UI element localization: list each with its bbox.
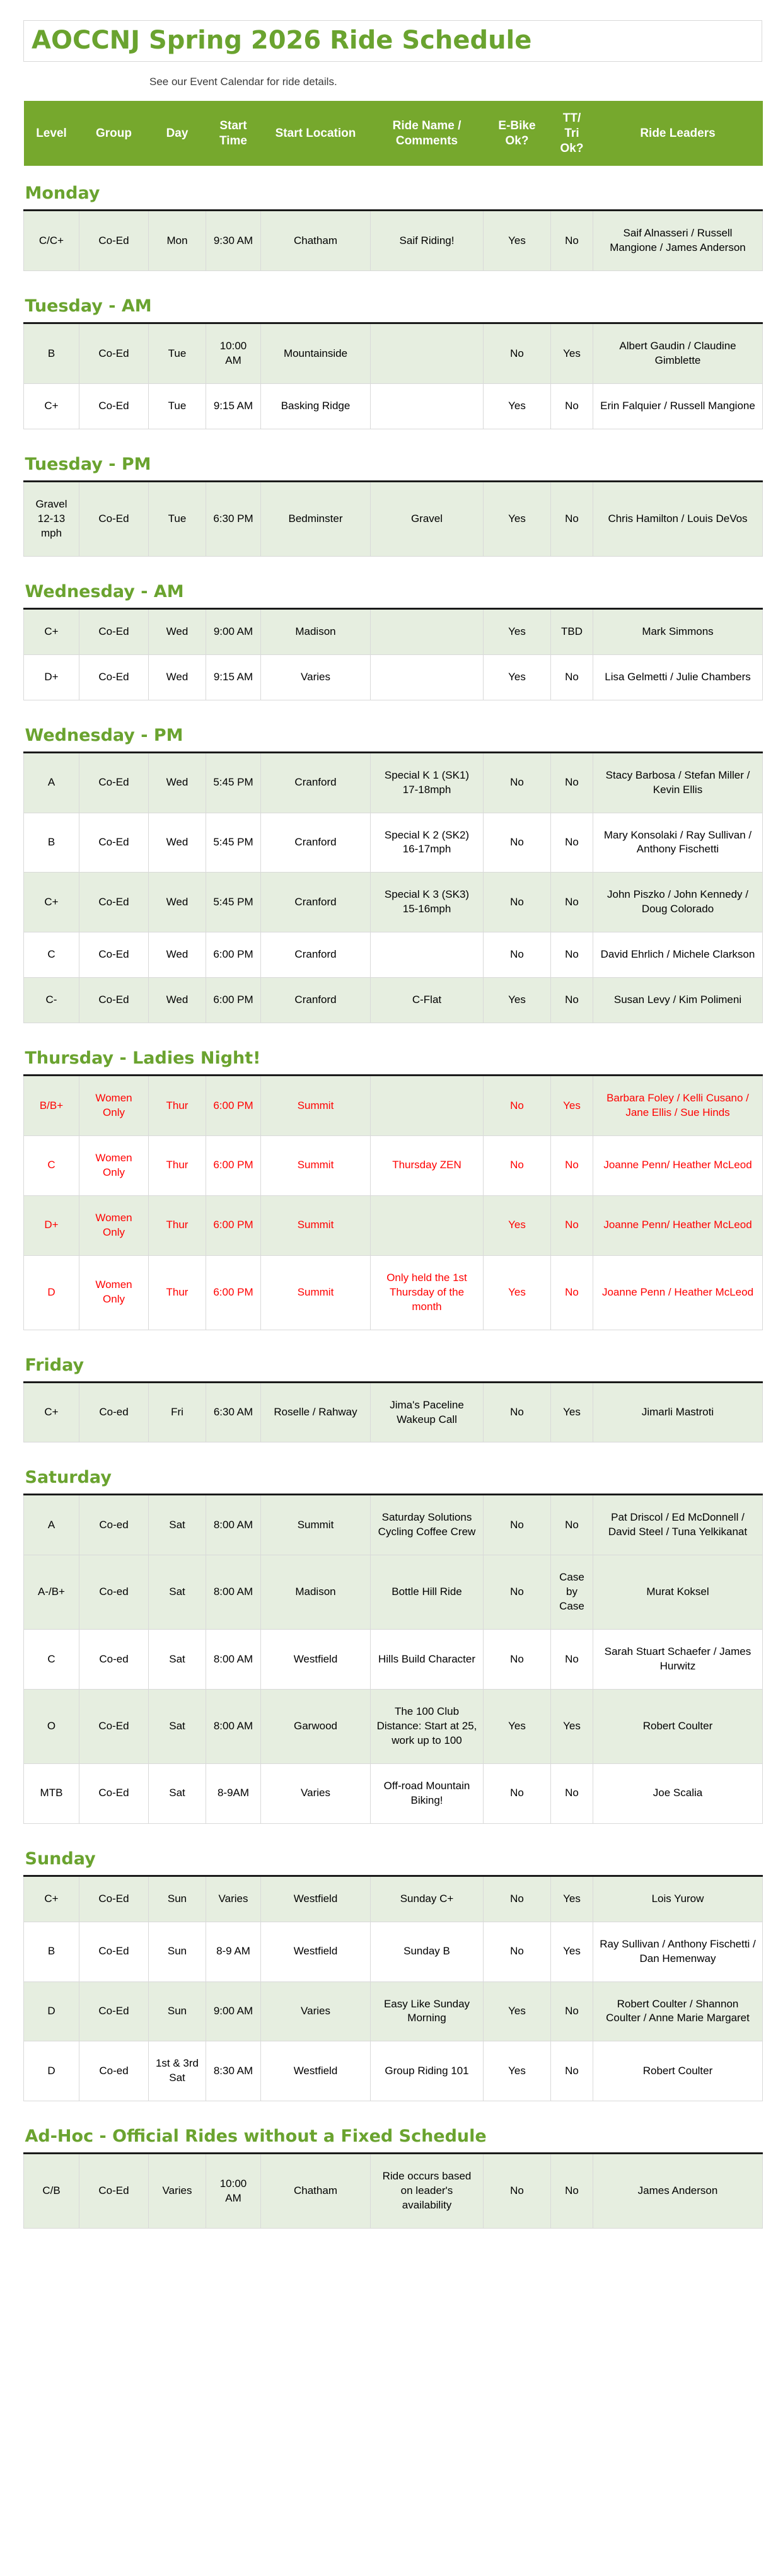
cell-ride-name: C-Flat — [371, 978, 484, 1023]
cell-start-time: 10:00 AM — [206, 323, 261, 384]
cell-ride-leaders: Jimarli Mastroti — [593, 1382, 763, 1442]
cell-day: Tue — [149, 481, 206, 556]
cell-ride-name — [371, 1195, 484, 1255]
cell-day: Sat — [149, 1555, 206, 1630]
cell-ride-leaders: David Ehrlich / Michele Clarkson — [593, 932, 763, 978]
cell-start-time: 6:00 PM — [206, 1195, 261, 1255]
cell-start-location: Summit — [261, 1195, 371, 1255]
cell-start-location: Cranford — [261, 752, 371, 813]
cell-level: C — [24, 1630, 79, 1690]
cell-ride-name: Thursday ZEN — [371, 1136, 484, 1196]
cell-tt-tri-ok: No — [551, 1136, 593, 1196]
cell-ride-name — [371, 323, 484, 384]
cell-ebike-ok: Yes — [484, 608, 551, 654]
cell-tt-tri-ok: No — [551, 384, 593, 429]
cell-ride-leaders: Mark Simmons — [593, 608, 763, 654]
cell-ebike-ok: No — [484, 1876, 551, 1922]
cell-ride-leaders: Erin Falquier / Russell Mangione — [593, 384, 763, 429]
cell-ebike-ok: No — [484, 1136, 551, 1196]
cell-ebike-ok: Yes — [484, 654, 551, 700]
cell-tt-tri-ok: No — [551, 932, 593, 978]
cell-ebike-ok: Yes — [484, 384, 551, 429]
cell-level: O — [24, 1690, 79, 1764]
cell-ebike-ok: Yes — [484, 1981, 551, 2041]
cell-ride-leaders: Susan Levy / Kim Polimeni — [593, 978, 763, 1023]
cell-tt-tri-ok: No — [551, 873, 593, 932]
section-heading: Tuesday - AM — [24, 271, 763, 323]
cell-start-time: 8:30 AM — [206, 2041, 261, 2101]
cell-start-location: Madison — [261, 1555, 371, 1630]
cell-group: Co-Ed — [79, 654, 149, 700]
cell-group: Co-ed — [79, 1555, 149, 1630]
cell-start-location: Cranford — [261, 978, 371, 1023]
cell-group: Co-Ed — [79, 211, 149, 271]
cell-day: Wed — [149, 978, 206, 1023]
cell-ebike-ok: No — [484, 1076, 551, 1136]
ride-row — [24, 1690, 763, 1764]
cell-start-time: 6:30 PM — [206, 481, 261, 556]
ride-row — [24, 654, 763, 700]
cell-day: Sat — [149, 1630, 206, 1690]
cell-start-location: Cranford — [261, 873, 371, 932]
section-heading: Thursday - Ladies Night! — [24, 1023, 763, 1076]
cell-start-location: Westfield — [261, 1876, 371, 1922]
cell-ride-name: Saturday Solutions Cycling Coffee Crew — [371, 1495, 484, 1555]
cell-group: Co-Ed — [79, 813, 149, 873]
section-row — [24, 2101, 763, 2154]
ride-row — [24, 932, 763, 978]
cell-start-location: Varies — [261, 654, 371, 700]
cell-ride-leaders: Chris Hamilton / Louis DeVos — [593, 481, 763, 556]
cell-start-location: Mountainside — [261, 323, 371, 384]
cell-start-time: 10:00 AM — [206, 2154, 261, 2229]
cell-ride-name — [371, 608, 484, 654]
cell-ride-name — [371, 1076, 484, 1136]
cell-day: Thur — [149, 1076, 206, 1136]
cell-ride-leaders: Joanne Penn/ Heather McLeod — [593, 1136, 763, 1196]
cell-ride-name: Saif Riding! — [371, 211, 484, 271]
cell-day: Tue — [149, 323, 206, 384]
cell-group: Co-ed — [79, 1630, 149, 1690]
cell-start-location: Madison — [261, 608, 371, 654]
cell-ride-name — [371, 932, 484, 978]
cell-day: Varies — [149, 2154, 206, 2229]
ride-row — [24, 1981, 763, 2041]
section-row — [24, 700, 763, 752]
cell-group: Co-Ed — [79, 2154, 149, 2229]
cell-start-location: Cranford — [261, 813, 371, 873]
cell-start-location: Garwood — [261, 1690, 371, 1764]
cell-day: Sat — [149, 1763, 206, 1823]
cell-start-time: 8-9AM — [206, 1763, 261, 1823]
column-header-ride-leaders: Ride Leaders — [593, 101, 763, 166]
cell-ride-name: Sunday B — [371, 1922, 484, 1981]
cell-day: Thur — [149, 1195, 206, 1255]
cell-ride-name: Special K 2 (SK2) 16-17mph — [371, 813, 484, 873]
section-heading: Saturday — [24, 1442, 763, 1495]
cell-group: Co-Ed — [79, 1922, 149, 1981]
cell-ride-name: Special K 1 (SK1) 17-18mph — [371, 752, 484, 813]
cell-start-location: Summit — [261, 1255, 371, 1330]
cell-ride-name: Sunday C+ — [371, 1876, 484, 1922]
cell-day: Fri — [149, 1382, 206, 1442]
ride-row — [24, 1382, 763, 1442]
cell-day: Sun — [149, 1876, 206, 1922]
ride-row — [24, 873, 763, 932]
cell-tt-tri-ok: No — [551, 1981, 593, 2041]
cell-start-location: Roselle / Rahway — [261, 1382, 371, 1442]
page-title: AOCCNJ Spring 2026 Ride Schedule — [32, 26, 532, 55]
cell-level: C+ — [24, 384, 79, 429]
cell-day: 1st & 3rd Sat — [149, 2041, 206, 2101]
cell-tt-tri-ok: No — [551, 2041, 593, 2101]
ride-row — [24, 1630, 763, 1690]
cell-group: Women Only — [79, 1195, 149, 1255]
cell-start-time: Varies — [206, 1876, 261, 1922]
cell-start-location: Cranford — [261, 932, 371, 978]
cell-start-location: Westfield — [261, 2041, 371, 2101]
ride-row — [24, 1136, 763, 1196]
cell-group: Co-ed — [79, 1382, 149, 1442]
cell-group: Co-Ed — [79, 1876, 149, 1922]
cell-day: Sat — [149, 1690, 206, 1764]
cell-tt-tri-ok: No — [551, 481, 593, 556]
section-heading: Ad-Hoc - Official Rides without a Fixed Schedule — [24, 2101, 763, 2154]
cell-ride-name: Off-road Mountain Biking! — [371, 1763, 484, 1823]
cell-start-time: 6:00 PM — [206, 932, 261, 978]
cell-ride-name: Gravel — [371, 481, 484, 556]
cell-group: Co-Ed — [79, 1981, 149, 2041]
cell-ride-leaders: Lisa Gelmetti / Julie Chambers — [593, 654, 763, 700]
cell-tt-tri-ok: No — [551, 654, 593, 700]
cell-start-time: 9:15 AM — [206, 654, 261, 700]
cell-day: Sat — [149, 1495, 206, 1555]
cell-group: Co-Ed — [79, 1763, 149, 1823]
cell-level: B — [24, 1922, 79, 1981]
cell-start-location: Chatham — [261, 2154, 371, 2229]
cell-ebike-ok: Yes — [484, 978, 551, 1023]
ride-row — [24, 1876, 763, 1922]
cell-ebike-ok: No — [484, 932, 551, 978]
cell-ride-leaders: Robert Coulter — [593, 2041, 763, 2101]
cell-ride-leaders: Barbara Foley / Kelli Cusano / Jane Ellis / Sue Hinds — [593, 1076, 763, 1136]
cell-level: D — [24, 1981, 79, 2041]
section-heading: Friday — [24, 1330, 763, 1382]
section-row — [24, 1442, 763, 1495]
title-box — [23, 20, 762, 62]
cell-ride-leaders: Joe Scalia — [593, 1763, 763, 1823]
cell-start-time: 6:00 PM — [206, 1255, 261, 1330]
section-row — [24, 429, 763, 481]
cell-start-time: 5:45 PM — [206, 813, 261, 873]
cell-level: D — [24, 1255, 79, 1330]
cell-day: Thur — [149, 1255, 206, 1330]
cell-level: A — [24, 1495, 79, 1555]
column-header-group: Group — [79, 101, 149, 166]
cell-start-location: Varies — [261, 1763, 371, 1823]
column-header-ride-name: Ride Name / Comments — [371, 101, 484, 166]
cell-day: Wed — [149, 752, 206, 813]
cell-ebike-ok: No — [484, 323, 551, 384]
ride-row — [24, 1255, 763, 1330]
cell-level: Gravel 12-13 mph — [24, 481, 79, 556]
column-header-level: Level — [24, 101, 79, 166]
cell-ebike-ok: Yes — [484, 481, 551, 556]
cell-tt-tri-ok: No — [551, 2154, 593, 2229]
cell-ride-leaders: Albert Gaudin / Claudine Gimblette — [593, 323, 763, 384]
cell-level: B — [24, 323, 79, 384]
cell-ride-name: Jima's Paceline Wakeup Call — [371, 1382, 484, 1442]
cell-tt-tri-ok: Yes — [551, 323, 593, 384]
cell-start-time: 5:45 PM — [206, 752, 261, 813]
cell-level: C+ — [24, 873, 79, 932]
cell-tt-tri-ok: No — [551, 1495, 593, 1555]
cell-start-time: 8-9 AM — [206, 1922, 261, 1981]
cell-tt-tri-ok: Case by Case — [551, 1555, 593, 1630]
cell-group: Co-ed — [79, 2041, 149, 2101]
section-heading: Sunday — [24, 1823, 763, 1876]
cell-group: Co-Ed — [79, 1690, 149, 1764]
section-heading: Monday — [24, 166, 763, 211]
cell-ride-leaders: Murat Koksel — [593, 1555, 763, 1630]
cell-group: Co-Ed — [79, 752, 149, 813]
cell-ride-leaders: Stacy Barbosa / Stefan Miller / Kevin Ellis — [593, 752, 763, 813]
ride-row — [24, 384, 763, 429]
ride-row — [24, 2041, 763, 2101]
cell-ride-name: Easy Like Sunday Morning — [371, 1981, 484, 2041]
column-header-start-time: Start Time — [206, 101, 261, 166]
cell-ride-name: Hills Build Character — [371, 1630, 484, 1690]
ride-schedule-table — [23, 101, 763, 2229]
page — [0, 20, 766, 2254]
cell-level: C — [24, 1136, 79, 1196]
cell-start-location: Summit — [261, 1136, 371, 1196]
section-row — [24, 556, 763, 608]
cell-tt-tri-ok: No — [551, 1195, 593, 1255]
cell-tt-tri-ok: No — [551, 752, 593, 813]
cell-start-location: Summit — [261, 1495, 371, 1555]
cell-level: C/B — [24, 2154, 79, 2229]
cell-day: Wed — [149, 608, 206, 654]
column-header-ebike-ok: E-Bike Ok? — [484, 101, 551, 166]
cell-start-time: 5:45 PM — [206, 873, 261, 932]
cell-start-time: 6:00 PM — [206, 1076, 261, 1136]
column-header-start-location: Start Location — [261, 101, 371, 166]
cell-start-time: 8:00 AM — [206, 1690, 261, 1764]
cell-tt-tri-ok: Yes — [551, 1076, 593, 1136]
cell-start-time: 8:00 AM — [206, 1630, 261, 1690]
cell-tt-tri-ok: No — [551, 211, 593, 271]
page-subtitle: See our Event Calendar for ride details. — [149, 76, 337, 88]
cell-ride-name: Only held the 1st Thursday of the month — [371, 1255, 484, 1330]
cell-ebike-ok: No — [484, 813, 551, 873]
cell-ride-leaders: James Anderson — [593, 2154, 763, 2229]
cell-group: Co-Ed — [79, 384, 149, 429]
section-row — [24, 1330, 763, 1382]
cell-day: Wed — [149, 873, 206, 932]
cell-ebike-ok: No — [484, 2154, 551, 2229]
cell-group: Co-Ed — [79, 608, 149, 654]
cell-group: Women Only — [79, 1136, 149, 1196]
column-header-tt-tri-ok: TT/ Tri Ok? — [551, 101, 593, 166]
cell-ride-name: Ride occurs based on leader's availability — [371, 2154, 484, 2229]
cell-day: Thur — [149, 1136, 206, 1196]
ride-row — [24, 1922, 763, 1981]
cell-start-location: Summit — [261, 1076, 371, 1136]
cell-day: Wed — [149, 654, 206, 700]
cell-start-location: Chatham — [261, 211, 371, 271]
cell-ebike-ok: No — [484, 1922, 551, 1981]
cell-tt-tri-ok: Yes — [551, 1382, 593, 1442]
cell-day: Wed — [149, 813, 206, 873]
cell-tt-tri-ok: No — [551, 813, 593, 873]
cell-ride-leaders: Mary Konsolaki / Ray Sullivan / Anthony Fischetti — [593, 813, 763, 873]
ride-row — [24, 2154, 763, 2229]
column-header-day: Day — [149, 101, 206, 166]
ride-row — [24, 323, 763, 384]
cell-ebike-ok: No — [484, 752, 551, 813]
cell-ride-leaders: Lois Yurow — [593, 1876, 763, 1922]
ride-row — [24, 1076, 763, 1136]
cell-ride-name — [371, 654, 484, 700]
cell-ride-leaders: Robert Coulter — [593, 1690, 763, 1764]
cell-group: Co-ed — [79, 1495, 149, 1555]
cell-start-time: 6:00 PM — [206, 978, 261, 1023]
cell-group: Co-Ed — [79, 873, 149, 932]
cell-group: Women Only — [79, 1076, 149, 1136]
cell-day: Sun — [149, 1922, 206, 1981]
cell-start-time: 8:00 AM — [206, 1555, 261, 1630]
cell-level: B/B+ — [24, 1076, 79, 1136]
cell-level: D+ — [24, 1195, 79, 1255]
cell-group: Co-Ed — [79, 481, 149, 556]
cell-ebike-ok: Yes — [484, 1690, 551, 1764]
cell-ride-leaders: Sarah Stuart Schaefer / James Hurwitz — [593, 1630, 763, 1690]
cell-ebike-ok: No — [484, 1382, 551, 1442]
cell-ebike-ok: No — [484, 1763, 551, 1823]
cell-ride-leaders: Ray Sullivan / Anthony Fischetti / Dan Hemenway — [593, 1922, 763, 1981]
cell-ride-leaders: Joanne Penn / Heather McLeod — [593, 1255, 763, 1330]
ride-row — [24, 481, 763, 556]
ride-row — [24, 1195, 763, 1255]
cell-level: C+ — [24, 608, 79, 654]
cell-start-location: Basking Ridge — [261, 384, 371, 429]
cell-ride-name — [371, 384, 484, 429]
cell-level: C/C+ — [24, 211, 79, 271]
cell-start-location: Westfield — [261, 1630, 371, 1690]
section-heading: Wednesday - PM — [24, 700, 763, 752]
cell-start-time: 6:30 AM — [206, 1382, 261, 1442]
cell-group: Women Only — [79, 1255, 149, 1330]
cell-start-location: Westfield — [261, 1922, 371, 1981]
cell-ebike-ok: No — [484, 1555, 551, 1630]
cell-tt-tri-ok: No — [551, 1630, 593, 1690]
cell-ride-leaders: Pat Driscol / Ed McDonnell / David Steel / Tuna Yelkikanat — [593, 1495, 763, 1555]
section-row — [24, 1823, 763, 1876]
cell-ebike-ok: Yes — [484, 211, 551, 271]
ride-row — [24, 1763, 763, 1823]
cell-ebike-ok: No — [484, 1495, 551, 1555]
cell-ride-leaders: Joanne Penn/ Heather McLeod — [593, 1195, 763, 1255]
cell-tt-tri-ok: Yes — [551, 1690, 593, 1764]
cell-ride-name: The 100 Club Distance: Start at 25, work up to 100 — [371, 1690, 484, 1764]
cell-start-time: 9:30 AM — [206, 211, 261, 271]
cell-tt-tri-ok: No — [551, 1255, 593, 1330]
cell-group: Co-Ed — [79, 932, 149, 978]
cell-start-time: 6:00 PM — [206, 1136, 261, 1196]
cell-group: Co-Ed — [79, 323, 149, 384]
cell-level: D — [24, 2041, 79, 2101]
cell-ebike-ok: Yes — [484, 2041, 551, 2101]
cell-start-time: 9:00 AM — [206, 1981, 261, 2041]
cell-level: B — [24, 813, 79, 873]
cell-level: C+ — [24, 1382, 79, 1442]
section-heading: Wednesday - AM — [24, 556, 763, 608]
cell-start-time: 9:15 AM — [206, 384, 261, 429]
cell-start-location: Bedminster — [261, 481, 371, 556]
cell-day: Mon — [149, 211, 206, 271]
cell-ebike-ok: No — [484, 1630, 551, 1690]
section-heading: Tuesday - PM — [24, 429, 763, 481]
ride-row — [24, 1555, 763, 1630]
ride-row — [24, 211, 763, 271]
cell-ride-leaders: Robert Coulter / Shannon Coulter / Anne Marie Margaret — [593, 1981, 763, 2041]
cell-tt-tri-ok: Yes — [551, 1922, 593, 1981]
table-header-row — [24, 101, 763, 166]
cell-day: Sun — [149, 1981, 206, 2041]
cell-tt-tri-ok: Yes — [551, 1876, 593, 1922]
cell-level: C- — [24, 978, 79, 1023]
cell-day: Tue — [149, 384, 206, 429]
ride-row — [24, 978, 763, 1023]
section-row — [24, 271, 763, 323]
ride-row — [24, 1495, 763, 1555]
ride-row — [24, 752, 763, 813]
ride-row — [24, 608, 763, 654]
cell-ride-leaders: John Piszko / John Kennedy / Doug Colorado — [593, 873, 763, 932]
cell-ride-name: Group Riding 101 — [371, 2041, 484, 2101]
ride-row — [24, 813, 763, 873]
cell-level: A — [24, 752, 79, 813]
cell-ride-leaders: Saif Alnasseri / Russell Mangione / James Anderson — [593, 211, 763, 271]
cell-level: D+ — [24, 654, 79, 700]
cell-start-location: Varies — [261, 1981, 371, 2041]
cell-tt-tri-ok: TBD — [551, 608, 593, 654]
cell-ride-name: Special K 3 (SK3) 15-16mph — [371, 873, 484, 932]
cell-ebike-ok: Yes — [484, 1255, 551, 1330]
cell-day: Wed — [149, 932, 206, 978]
cell-group: Co-Ed — [79, 978, 149, 1023]
cell-ebike-ok: Yes — [484, 1195, 551, 1255]
cell-level: C+ — [24, 1876, 79, 1922]
cell-ebike-ok: No — [484, 873, 551, 932]
cell-tt-tri-ok: No — [551, 1763, 593, 1823]
cell-start-time: 8:00 AM — [206, 1495, 261, 1555]
cell-level: MTB — [24, 1763, 79, 1823]
cell-level: A-/B+ — [24, 1555, 79, 1630]
section-row — [24, 1023, 763, 1076]
cell-tt-tri-ok: No — [551, 978, 593, 1023]
cell-level: C — [24, 932, 79, 978]
cell-start-time: 9:00 AM — [206, 608, 261, 654]
cell-ride-name: Bottle Hill Ride — [371, 1555, 484, 1630]
section-row — [24, 166, 763, 211]
